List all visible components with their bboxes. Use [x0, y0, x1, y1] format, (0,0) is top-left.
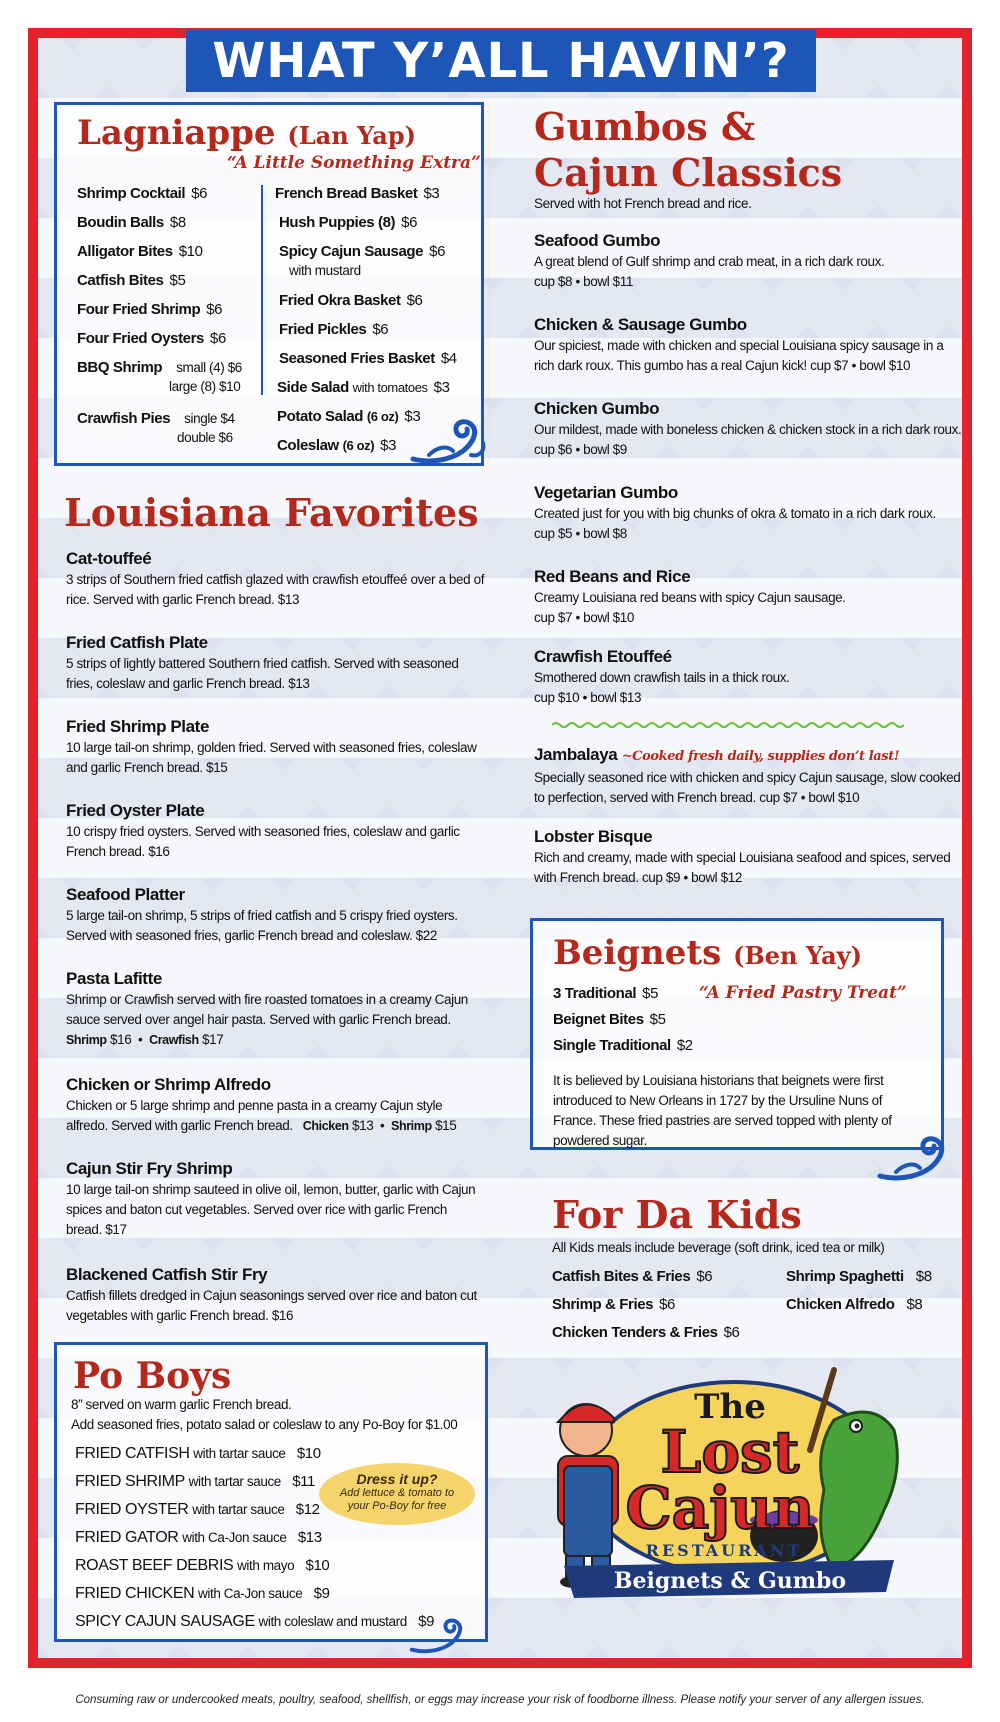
gumbo-item: Red Beans and Rice Creamy Louisiana red beans with spicy Cajun sausage. cup $7 • bowl $10 — [534, 567, 846, 625]
logo-cajun: Cajun — [625, 1474, 815, 1542]
favorite-item: Pasta Lafitte Shrimp or Crawfish served with fire roasted tomatoes in a creamy Cajun sauce served over angel hair pasta. Served with garlic French bread. Shrimp $16 • Crawfish $17 — [66, 969, 468, 1047]
lagniappe-item: Fried Pickles $6 — [279, 321, 389, 338]
gumbo-item: Crawfish Etouffeé Smothered down crawfish tails in a thick roux. cup $10 • bowl $13 — [534, 647, 790, 705]
lagniappe-tagline: “A Little Something Extra” — [227, 153, 481, 173]
kids-item: Shrimp Spaghetti $8 — [786, 1268, 932, 1285]
lagniappe-item-note: with mustard — [289, 263, 361, 278]
wave-divider-icon — [552, 720, 904, 730]
beignets-title: Beignets (Ben Yay) — [553, 933, 862, 973]
lagniappe-item: French Bread Basket $3 — [275, 185, 440, 202]
beignets-tagline: “A Fried Pastry Treat” — [699, 983, 907, 1003]
kids-title: For Da Kids — [552, 1192, 802, 1237]
lagniappe-title — [77, 113, 416, 153]
poboys-line1: 8” served on warm garlic French bread. — [71, 1397, 292, 1412]
lagniappe-item: Four Fried Oysters $6 — [77, 330, 226, 347]
gumbo-item: Vegetarian Gumbo Created just for you with big chunks of okra & tomato in a rich dark roux. cup $5 • bowl $8 — [534, 483, 936, 541]
swirl-ornament-icon — [408, 1612, 472, 1656]
lagniappe-item-price: double $6 — [177, 430, 233, 445]
favorite-item: Blackened Catfish Stir Fry Catfish fillets dredged in Cajun seasonings served over rice and baton cut vegetables with garlic French bread. $16 — [66, 1265, 477, 1323]
poboy-item: ROAST BEEF DEBRIS with mayo $10 — [75, 1557, 330, 1574]
lagniappe-item: Fried Okra Basket $6 — [279, 292, 423, 309]
beignets-box — [530, 918, 944, 1150]
poboy-item: FRIED SHRIMP with tartar sauce $11 — [75, 1473, 315, 1490]
favorite-item: Cajun Stir Fry Shrimp 10 large tail-on shrimp sauteed in olive oil, lemon, butter, garlic with Cajun spices and baton cut vegetables. Served over rice with garlic French bread. $17 — [66, 1159, 476, 1237]
lagniappe-item: Crawfish Pies single $4 — [77, 410, 235, 427]
lagniappe-item: Side Salad with tomatoes $3 — [277, 379, 450, 396]
menu-banner: WHAT Y’ALL HAVIN’? — [186, 30, 816, 92]
poboys-title: Po Boys — [73, 1355, 232, 1397]
gumbo-item: Chicken Gumbo Our mildest, made with boneless chicken & chicken stock in a rich dark roux. cup $6 • bowl $9 — [534, 399, 962, 457]
dress-it-up-title: Dress it up? — [356, 1471, 438, 1487]
poboy-item: FRIED OYSTER with tartar sauce $12 — [75, 1501, 320, 1518]
lagniappe-item: Catfish Bites $5 — [77, 272, 186, 289]
lagniappe-item: BBQ Shrimp small (4) $6 — [77, 359, 242, 376]
favorites-title: Louisiana Favorites — [64, 490, 479, 535]
lagniappe-divider — [261, 185, 263, 395]
favorite-item: Fried Catfish Plate 5 strips of lightly battered Southern fried catfish. Served with seasoned fries, coleslaw and garlic French bread. $13 — [66, 633, 459, 691]
favorite-item: Seafood Platter 5 large tail-on shrimp, 5 strips of fried catfish and 5 crispy fried oysters. Served with seasoned fries, garlic French bread and coleslaw. $22 — [66, 885, 458, 943]
lagniappe-title-text: Lagniappe — [77, 113, 276, 153]
lagniappe-box — [54, 102, 484, 466]
beignet-item: Single Traditional $2 — [553, 1037, 693, 1054]
poboys-box — [54, 1342, 488, 1642]
favorite-item: Cat-touffeé 3 strips of Southern fried catfish glazed with crawfish etouffeé over a bed of rice. Served with garlic French bread. $13 — [66, 549, 485, 607]
kids-item: Chicken Alfredo $8 — [786, 1296, 923, 1313]
lagniappe-item: Potato Salad (6 oz) $3 — [277, 408, 421, 425]
gumbos-title — [534, 104, 842, 196]
lagniappe-subtitle: (Lan Yap) — [287, 121, 416, 150]
poboy-item: FRIED CATFISH with tartar sauce $10 — [75, 1445, 321, 1462]
favorite-item: Chicken or Shrimp Alfredo Chicken or 5 large shrimp and penne pasta in a creamy Cajun style alfredo. Served with garlic French bread. Chicken $13 • Shrimp $15 — [66, 1075, 457, 1133]
poboys-line2: Add seasoned fries, potato salad or coleslaw to any Po-Boy for $1.00 — [71, 1417, 458, 1432]
jambalaya-item: Jambalaya ~Cooked fresh daily, supplies don’t last! Specially seasoned rice with chicken and spicy Cajun sausage, slow cooked to perfection, served with French bread. cup $7 • bowl $10 — [534, 745, 961, 805]
gumbos-title-line1: Gumbos & — [534, 104, 756, 149]
gumbos-subtitle: Served with hot French bread and rice. — [534, 196, 752, 211]
lagniappe-item: Alligator Bites $10 — [77, 243, 203, 260]
logo-artwork-icon — [534, 1360, 924, 1610]
lagniappe-item: Coleslaw (6 oz) $3 — [277, 437, 397, 454]
beignets-history: It is believed by Louisiana historians that beignets were first introduced to New Orleans in 1727 by the Ursuline Nuns of France. These fried pastries are served topped with plenty of powdered sugar. — [553, 1073, 892, 1148]
kids-item: Shrimp & Fries $6 — [552, 1296, 675, 1313]
beignet-item: Beignet Bites $5 — [553, 1011, 666, 1028]
lagniappe-item: Shrimp Cocktail $6 — [77, 185, 208, 202]
favorite-item: Fried Shrimp Plate 10 large tail-on shrimp, golden fried. Served with seasoned fries, coleslaw and garlic French bread. $15 — [66, 717, 477, 775]
bisque-item: Lobster Bisque Rich and creamy, made with special Louisiana seafood and spices, served with French bread. cup $9 • bowl $12 — [534, 827, 951, 885]
dress-it-up-text: Add lettuce & tomato to your Po-Boy for free — [339, 1487, 455, 1512]
lagniappe-item: Spicy Cajun Sausage $6 — [279, 243, 446, 260]
poboy-item: FRIED GATOR with Ca-Jon sauce $13 — [75, 1529, 322, 1546]
logo-banner: Beignets & Gumbo — [613, 1568, 847, 1594]
kids-subtitle: All Kids meals include beverage (soft drink, iced tea or milk) — [552, 1240, 885, 1255]
lagniappe-item-price: large (8) $10 — [169, 379, 241, 394]
kids-item: Chicken Tenders & Fries $6 — [552, 1324, 740, 1341]
kids-item: Catfish Bites & Fries $6 — [552, 1268, 713, 1285]
logo-the: The — [694, 1387, 766, 1427]
gumbo-item: Seafood Gumbo A great blend of Gulf shrimp and crab meat, in a rich dark roux. cup $8 • bowl $11 — [534, 231, 885, 289]
gumbo-item: Chicken & Sausage Gumbo Our spiciest, made with chicken and special Louisiana spicy sausage in a rich dark roux. This gumbo has a real Cajun kick! cup $7 • bowl $10 — [534, 315, 944, 373]
allergen-disclaimer: Consuming raw or undercooked meats, poultry, seafood, shellfish, or eggs may increase your risk of foodborne illness. Please notify your server of any allergen issues. — [75, 1694, 925, 1706]
swirl-ornament-icon — [876, 1128, 956, 1184]
lagniappe-item: Hush Puppies (8) $6 — [279, 214, 418, 231]
poboy-item: FRIED CHICKEN with Ca-Jon sauce $9 — [75, 1585, 330, 1602]
logo-lost: Lost — [660, 1418, 800, 1486]
lost-cajun-logo — [534, 1360, 924, 1610]
lagniappe-item: Boudin Balls $8 — [77, 214, 186, 231]
beignet-item: 3 Traditional $5 — [553, 985, 659, 1002]
lagniappe-item: Four Fried Shrimp $6 — [77, 301, 223, 318]
favorite-item: Fried Oyster Plate 10 crispy fried oysters. Served with seasoned fries, coleslaw and garlic French bread. $16 — [66, 801, 460, 859]
dress-it-up-badge — [319, 1463, 475, 1525]
logo-restaurant: RESTAURANT — [645, 1541, 803, 1560]
swirl-ornament-icon — [409, 411, 489, 467]
lagniappe-item: Seasoned Fries Basket $4 — [279, 350, 457, 367]
poboy-item: SPICY CAJUN SAUSAGE with coleslaw and mustard $9 — [75, 1613, 435, 1630]
gumbos-title-line2: Cajun Classics — [534, 150, 843, 195]
